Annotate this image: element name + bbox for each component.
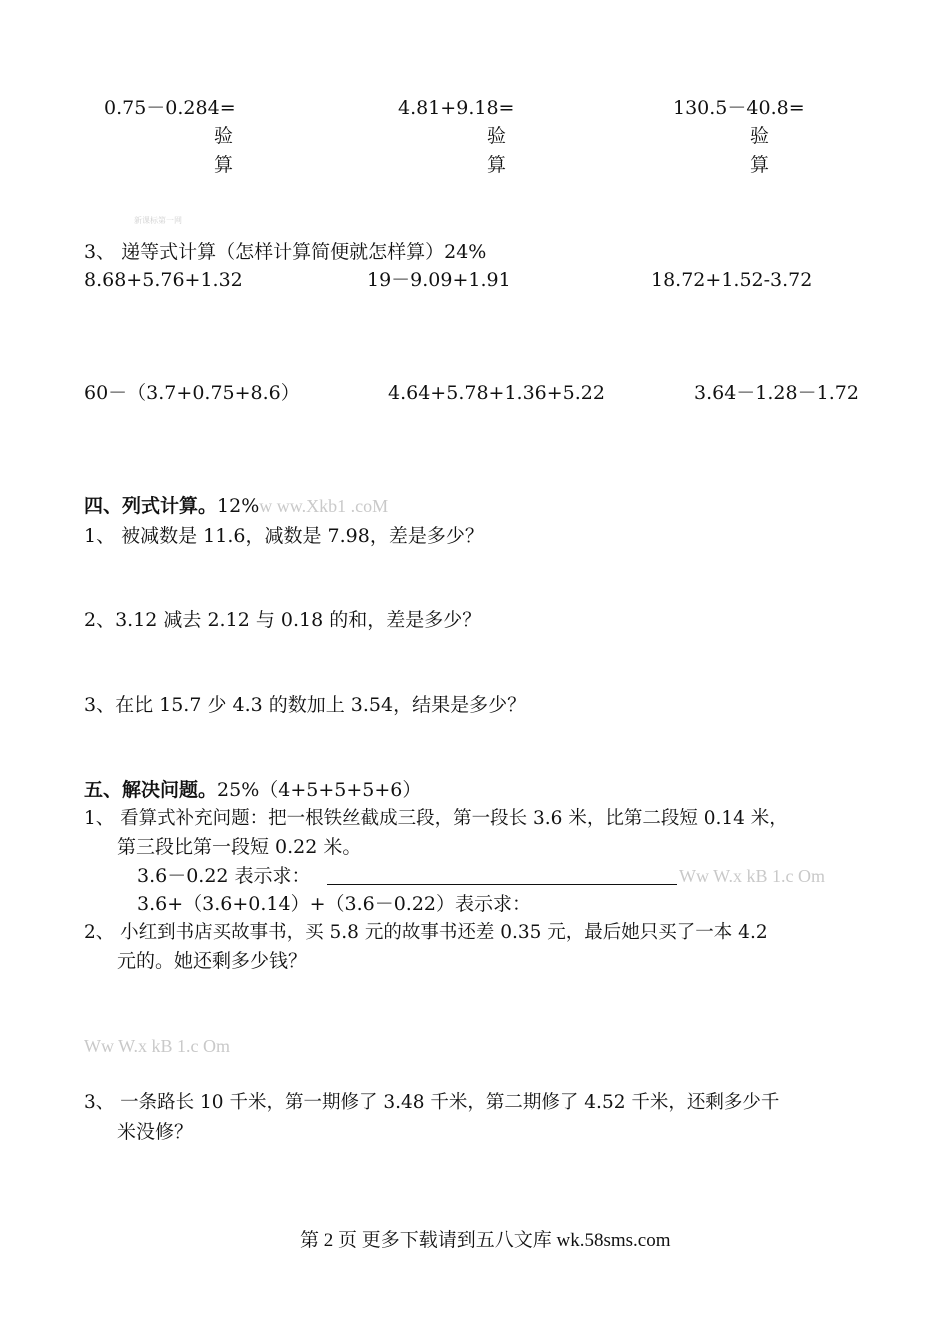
section5-score: 25%（4+5+5+5+6） [217,779,422,801]
small-watermark: 新课标第一网 [134,216,182,225]
verify-label-3b: 算 [750,154,770,176]
part3-heading: 3、 递等式计算（怎样计算简便就怎样算）24% [84,241,487,263]
verify-expr-3: 130.5－40.8= [673,97,805,119]
section5-title: 五、解决问题。 [84,779,218,801]
verify-label-2a: 验 [487,125,507,147]
section5-watermark: Ww W.x kB 1.c Om [84,1036,230,1056]
expr-row1-2: 19－9.09+1.91 [367,269,511,291]
section4-title: 四、列式计算。 [84,495,218,517]
verify-label-1b: 算 [214,154,234,176]
section5-q1-line1: 1、 看算式补充问题：把一根铁丝截成三段，第一段长 3.6 米，比第二段短 0.14 米， [84,808,788,829]
section5-q1-sub1: 3.6－0.22 表示求： [137,865,311,887]
page-footer: 第 2 页 更多下载请到五八文库 wk.58sms.com [300,1230,671,1251]
expr-row2-3: 3.64－1.28－1.72 [694,382,859,404]
verify-label-1a: 验 [214,125,234,147]
verify-expr-2: 4.81+9.18= [398,97,515,119]
section5-q3-line1: 3、 一条路长 10 千米，第一期修了 3.48 千米，第二期修了 4.52 千米，还剩多少千 [84,1092,780,1113]
verify-label-2b: 算 [487,154,507,176]
section5-sub1-watermark: Ww W.x kB 1.c Om [679,866,825,886]
section5-q3-line2: 米没修？ [117,1121,194,1143]
answer-underline [327,884,677,885]
section5-q2-line2: 元的。她还剩多少钱？ [117,950,308,972]
section5-q1-sub2: 3.6+（3.6+0.14）+（3.6－0.22）表示求： [137,893,532,915]
section5-heading [84,779,421,802]
section4-q3: 3、在比 15.7 少 4.3 的数加上 3.54，结果是多少？ [84,694,527,716]
verify-label-3a: 验 [750,125,770,147]
section4-score: 12% [217,495,260,517]
section4-q2: 2、3.12 减去 2.12 与 0.18 的和，差是多少？ [84,609,482,631]
verify-expr-1: 0.75－0.284= [104,97,236,119]
expr-row1-3: 18.72+1.52-3.72 [651,269,813,291]
expr-row2-2: 4.64+5.78+1.36+5.22 [388,382,605,404]
section5-q1-line2: 第三段比第一段短 0.22 米。 [117,836,362,858]
expr-row1-1: 8.68+5.76+1.32 [84,269,243,291]
section4-watermark: w ww.Xkb1 .coM [259,496,389,516]
section5-q2-line1: 2、 小红到书店买故事书，买 5.8 元的故事书还差 0.35 元，最后她只买了一本 4.2 [84,922,768,943]
section4-heading [84,495,388,518]
section4-q1: 1、 被减数是 11.6，减数是 7.98，差是多少？ [84,525,484,547]
expr-row2-1: 60－（3.7+0.75+8.6） [84,382,300,404]
